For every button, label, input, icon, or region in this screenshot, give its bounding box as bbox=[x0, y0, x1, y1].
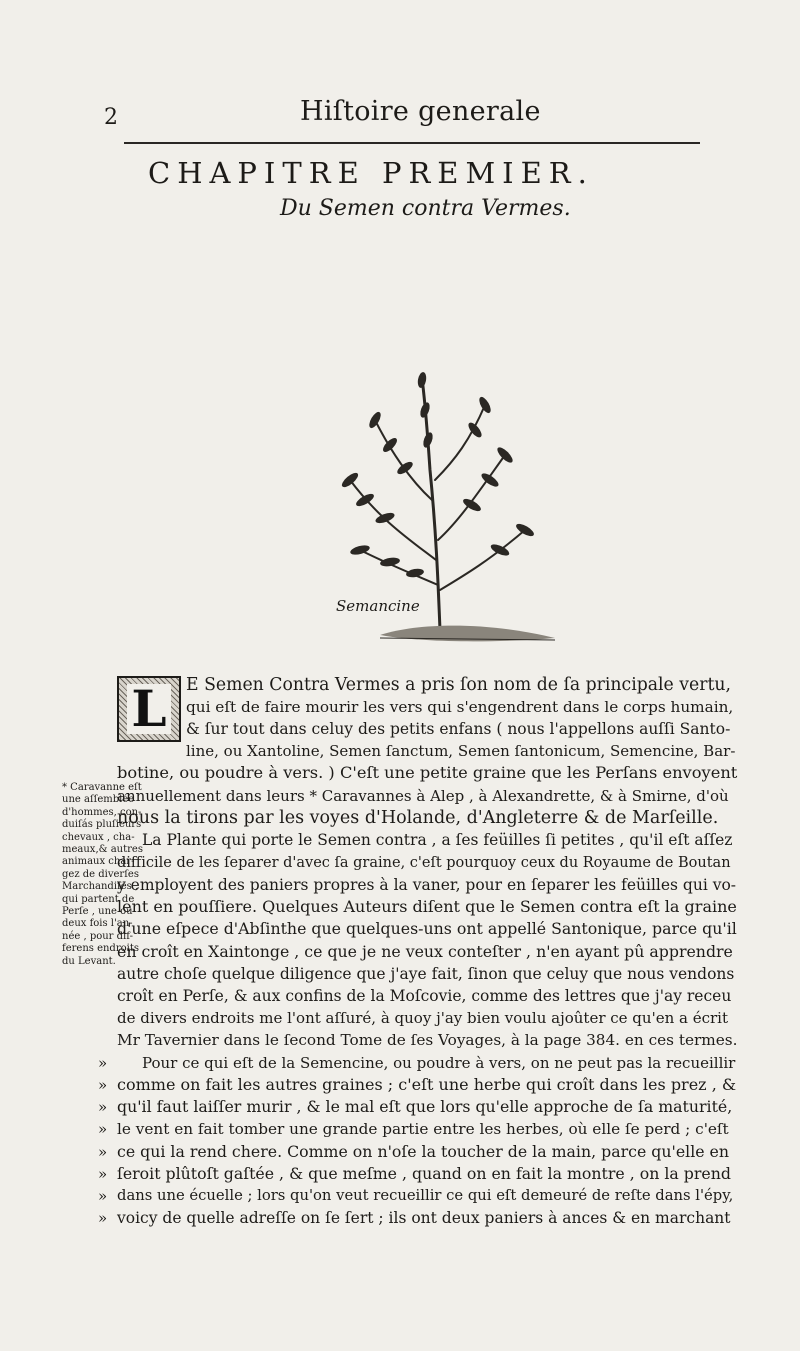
body-line: difficile de les ſeparer d'avec ſa graine, c'eſt pourquoy ceux du Royaume de Boutan bbox=[117, 855, 731, 871]
margin-note-line: chevaux , cha- bbox=[62, 831, 135, 843]
running-head: Hiſtoire generale bbox=[300, 96, 541, 127]
margin-note-line: qui partent de bbox=[62, 893, 135, 905]
quote-mark: » bbox=[98, 1098, 108, 1116]
margin-note-line: d'hommes, con- bbox=[62, 806, 142, 818]
quote-mark: » bbox=[98, 1076, 108, 1094]
quote-mark: » bbox=[98, 1143, 108, 1161]
body-line: & ſur tout dans celuy des petits enfans ( nous l'appellons auſſi Santo- bbox=[186, 720, 731, 738]
body-line: en croît en Xaintonge , ce que je ne veux conteſter , n'en ayant pû apprendre bbox=[117, 942, 733, 961]
quote-mark: » bbox=[98, 1120, 108, 1138]
body-line: de divers endroits me l'ont aſſuré, à quoy j'ay bien voulu ajoûter ce qu'en a écrit bbox=[117, 1009, 728, 1027]
plant-illustration bbox=[290, 360, 580, 660]
body-line: botine, ou poudre à vers. ) C'eſt une petite graine que les Perſans envoyent bbox=[117, 763, 738, 782]
body-line: La Plante qui porte le Semen contra , a ſes feüilles ſi petites , qu'il eſt aſſez bbox=[142, 831, 733, 849]
body-line: Pour ce qui eſt de la Semencine, ou poudre à vers, on ne peut pas la recueillir bbox=[142, 1054, 736, 1072]
margin-note-line: Perſe , une ou bbox=[62, 906, 133, 918]
margin-note-line: née , pour dif- bbox=[62, 930, 133, 942]
margin-note-line: animaux char- bbox=[62, 856, 135, 868]
body-line: qui eſt de faire mourir les vers qui s'engendrent dans le corps humain, bbox=[186, 698, 734, 716]
margin-note-line: * Caravanne eſt bbox=[62, 782, 142, 793]
header-rule bbox=[124, 142, 700, 144]
margin-note-line: meaux,& autres bbox=[62, 844, 143, 856]
body-line: le vent en fait tomber une grande partie entre les herbes, où elle ſe perd ; c'eſt bbox=[117, 1120, 729, 1138]
body-line: annuellement dans leurs * Caravannes à Alep , à Alexandrette, & à Smirne, d'où bbox=[117, 787, 729, 805]
body-line: ce qui la rend chere. Comme on n'oſe la toucher de la main, parce qu'elle en bbox=[117, 1142, 730, 1161]
body-line: Mr Tavernier dans le ſecond Tome de ſes Voyages, à la page 384. en ces termes. bbox=[117, 1031, 738, 1049]
body-line: qu'il faut laiſſer murir , & le mal eſt que lors qu'elle approche de ſa maturité, bbox=[117, 1097, 733, 1116]
quote-mark: » bbox=[98, 1054, 108, 1072]
chapter-subtitle: Du Semen contra Vermes. bbox=[280, 196, 571, 221]
body-line: croît en Perſe, & aux confins de la Moſcovie, comme des lettres que j'ay receu bbox=[117, 987, 732, 1005]
figure-caption: Semancine bbox=[336, 597, 420, 615]
body-line: lent en pouſſiere. Quelques Auteurs diſent que le Semen contra eſt la graine bbox=[117, 897, 737, 916]
margin-note-line: gez de diverſes bbox=[62, 868, 139, 880]
body-line: dans une écuelle ; lors qu'on veut recueillir ce qui eſt demeuré de reſte dans l'épy, bbox=[117, 1187, 734, 1204]
page-number: 2 bbox=[104, 105, 118, 130]
body-line: comme on fait les autres graines ; c'eſt une herbe qui croît dans les prez , & bbox=[117, 1075, 737, 1094]
margin-note-line: duiſás pluſieurs bbox=[62, 819, 142, 831]
margin-note-line: une aſſemblée bbox=[62, 794, 135, 806]
body-line: autre choſe quelque diligence que j'aye fait, ſinon que celuy que nous vendons bbox=[117, 965, 735, 983]
quote-mark: » bbox=[98, 1187, 108, 1205]
initial-letter: L bbox=[127, 684, 170, 734]
body-line: ſeroit plûtoſt gaſtée , & que meſme , quand on en fait la montre , on la prend bbox=[117, 1164, 731, 1183]
body-line: d'une eſpece d'Abſinthe que quelques-uns ont appellé Santonique, parce qu'il bbox=[117, 919, 737, 938]
body-line: nous la tirons par les voyes d'Holande, d'Angleterre & de Marſeille. bbox=[117, 808, 719, 828]
body-line: y employent des paniers propres à la vaner, pour en ſeparer les feüilles qui vo- bbox=[117, 876, 737, 894]
body-line: E Semen Contra Vermes a pris ſon nom de ſa principale vertu, bbox=[186, 675, 731, 695]
decorated-initial bbox=[117, 676, 181, 742]
quote-mark: » bbox=[98, 1165, 108, 1183]
margin-note bbox=[62, 782, 143, 968]
body-line: voicy de quelle adreſſe on ſe ſert ; ils ont deux paniers à ances & en marchant bbox=[117, 1209, 731, 1227]
margin-note-line: ferens endroits bbox=[62, 943, 139, 955]
margin-note-line: deux fois l'an- bbox=[62, 918, 133, 930]
chapter-title: CHAPITRE PREMIER. bbox=[148, 156, 594, 190]
margin-note-line: Marchandiſes , bbox=[62, 881, 139, 893]
margin-note-line: du Levant. bbox=[62, 955, 116, 967]
body-line: line, ou Xantoline, Semen ſanctum, Semen ſantonicum, Semencine, Bar- bbox=[186, 742, 736, 760]
quote-mark: » bbox=[98, 1209, 108, 1227]
